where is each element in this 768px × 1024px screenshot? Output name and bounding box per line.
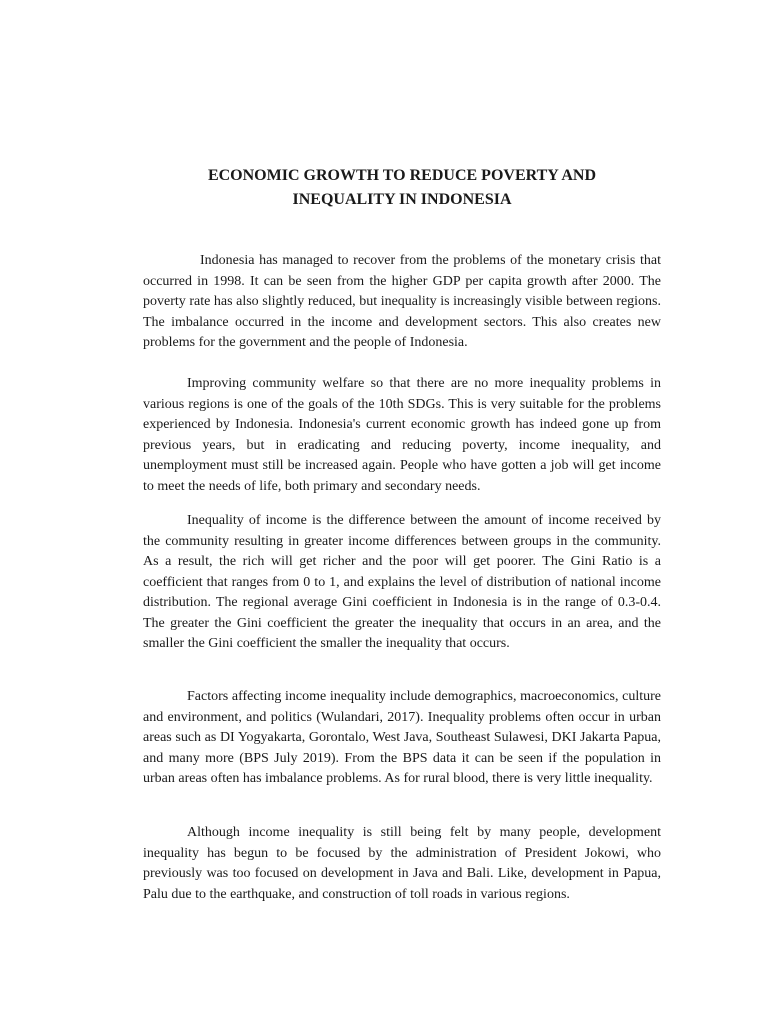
paragraph-3 <box>143 511 661 655</box>
paragraph-text: Improving community welfare so that there are no more inequality problems in various regions is one of the goals of the 10th SDGs. This is very suitable for the problems experienced by Indonesia. Indonesia's current economic growth has indeed gone up from previous years, but in eradicating and reducing poverty, income inequality, and unemployment must still be increased again. People who have gotten a job will get income to meet the needs of life, both primary and secondary needs. <box>143 376 661 494</box>
document-title-line-1: ECONOMIC GROWTH TO REDUCE POVERTY AND <box>207 167 597 184</box>
document-title-line-2: INEQUALITY IN INDONESIA <box>292 191 512 208</box>
paragraph-2 <box>143 374 661 497</box>
paragraph-text: Indonesia has managed to recover from the problems of the monetary crisis that occurred in 1998. It can be seen from the higher GDP per capita growth after 2000. The poverty rate has also slightly reduced, but inequality is increasingly visible between regions. The imbalance occurred in the income and development sectors. This also creates new problems for the government and the people of Indonesia. <box>143 253 661 350</box>
paragraph-text: Although income inequality is still being felt by many people, development inequality has begun to be focused by the administration of President Jokowi, who previously was too focused on development in Java and Bali. Like, development in Papua, Palu due to the earthquake, and construction of toll roads in various regions. <box>143 825 661 902</box>
document-title <box>143 164 661 212</box>
paragraph-text: Factors affecting income inequality include demographics, macroeconomics, culture and environment, and politics (Wulandari, 2017). Inequality problems often occur in urban areas such as DI Yogyakarta, Gorontalo, West Java, Southeast Sulawesi, DKI Jakarta Papua, and many more (BPS July 2019). From the BPS data it can be seen if the population in urban areas often has imbalance problems. As for rural blood, there is very little inequality. <box>143 689 661 786</box>
paragraph-4 <box>143 687 661 790</box>
paragraph-5 <box>143 823 661 905</box>
paragraph-1 <box>143 251 661 354</box>
paragraph-text: Inequality of income is the difference between the amount of income received by the community resulting in greater income differences between groups in the community. As a result, the rich will get richer and the poor will get poorer. The Gini Ratio is a coefficient that ranges from 0 to 1, and explains the level of distribution of national income distribution. The regional average Gini coefficient in Indonesia is in the range of 0.3-0.4. The greater the Gini coefficient the greater the inequality that occurs in an area, and the smaller the Gini coefficient the smaller the inequality that occurs. <box>143 513 661 651</box>
